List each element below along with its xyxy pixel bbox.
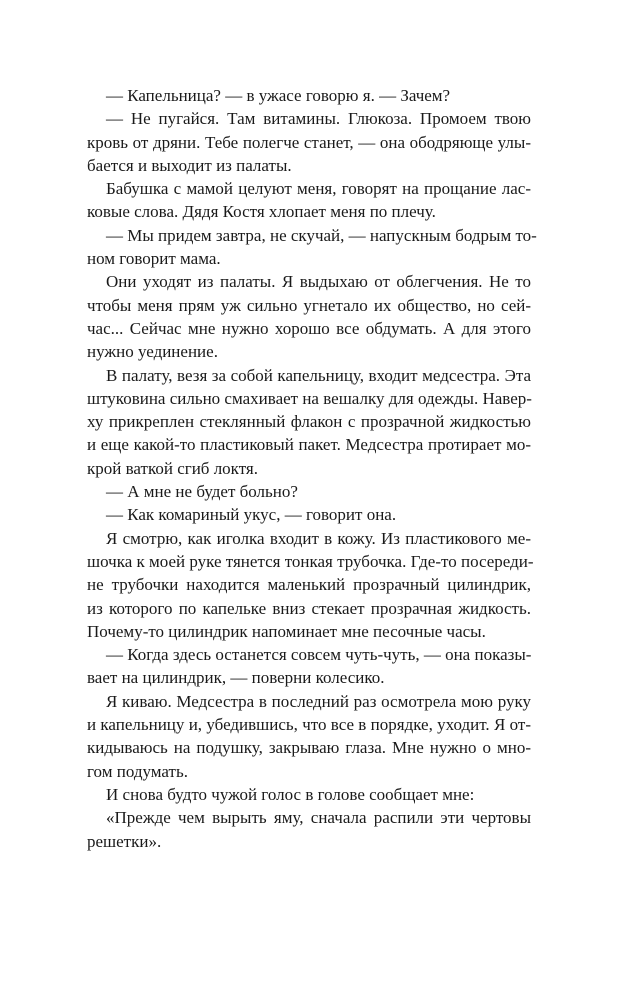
text-line: и еще какой-то пластиковый пакет. Медсестра протирает мо- <box>87 435 531 455</box>
text-line: вает на цилиндрик, — поверни колесико. <box>87 668 385 688</box>
text-line: «Прежде чем вырыть яму, сначала распили эти чертовы <box>106 808 531 828</box>
text-line: и капельницу и, убедившись, что все в порядке, уходит. Я от- <box>87 715 531 735</box>
text-line: штуковина сильно смахивает на вешалку для одежды. Навер- <box>87 388 532 408</box>
text-line: — Капельница? — в ужасе говорю я. — Зачем? <box>106 86 451 105</box>
body-text <box>87 84 537 853</box>
text-line: не трубочки находится маленький прозрачный цилиндрик, <box>87 575 531 595</box>
text-line: — Мы придем завтра, не скучай, — напускным бодрым то- <box>106 225 537 245</box>
text-line: гом подумать. <box>87 761 188 781</box>
text-line: шочка к моей руке тянется тонкая трубочка. Где-то посереди- <box>87 551 534 571</box>
text-line: — Когда здесь останется совсем чуть-чуть, — она показы- <box>106 645 532 665</box>
text-line: кидываюсь на подушку, закрываю глаза. Мне нужно о мно- <box>87 738 531 758</box>
text-line: ху прикреплен стеклянный флакон с прозрачной жидкостью <box>87 412 531 432</box>
text-line: Я смотрю, как иголка входит в кожу. Из пластикового ме- <box>106 528 531 548</box>
text-line: — А мне не будет больно? <box>106 482 298 502</box>
text-line: И снова будто чужой голос в голове сообщает мне: <box>106 784 475 804</box>
text-line: бается и выходит из палаты. <box>87 155 292 175</box>
text-line: — Как комариный укус, — говорит она. <box>106 505 397 525</box>
text-line: Почему-то цилиндрик напоминает мне песочные часы. <box>87 621 486 641</box>
text-line: час... Сейчас мне нужно хорошо все обдумать. А для этого <box>87 318 531 338</box>
text-line: — Не пугайся. Там витамины. Глюкоза. Промоем твою <box>106 109 531 129</box>
text-line: ном говорит мама. <box>87 249 221 269</box>
text-line: решетки». <box>87 831 162 851</box>
text-line: В палату, везя за собой капельницу, входит медсестра. Эта <box>106 365 531 385</box>
text-line: Я киваю. Медсестра в последний раз осмотрела мою руку <box>106 691 531 711</box>
text-line: крой ваткой сгиб локтя. <box>87 458 258 478</box>
text-line: Они уходят из палаты. Я выдыхаю от облегчения. Не то <box>106 272 531 292</box>
text-line: Бабушка с мамой целуют меня, говорят на прощание лас- <box>106 179 531 199</box>
text-line: чтобы меня прям уж сильно угнетало их общество, но сей- <box>87 295 531 315</box>
text-line: из которого по капельке вниз стекает прозрачная жидкость. <box>87 598 531 618</box>
text-line: ковые слова. Дядя Костя хлопает меня по плечу. <box>87 202 436 222</box>
text-line: кровь от дряни. Тебе полегче станет, — она ободряюще улы- <box>87 132 531 152</box>
text-line: нужно уединение. <box>87 342 218 362</box>
